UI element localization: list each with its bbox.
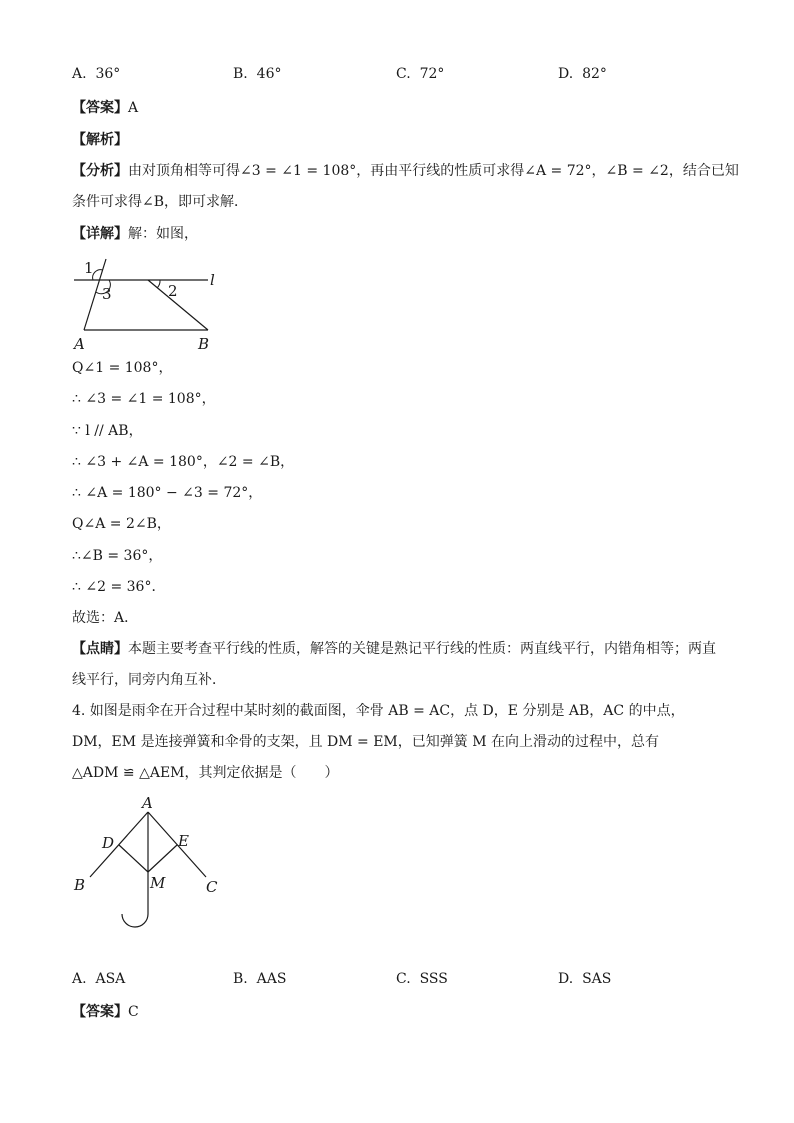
label-point-a: A — [142, 794, 153, 812]
label-point-b: B — [74, 876, 86, 894]
choice-text: 82° — [582, 66, 607, 82]
q4-choices — [72, 971, 732, 991]
q3-analysis-line2: 条件可求得∠B，即可求解． — [72, 194, 249, 210]
choice-letter: C. — [396, 971, 411, 987]
label-point-d: D — [102, 834, 115, 852]
q3-step-2: ∴ ∠3 = ∠1 = 108°， — [72, 391, 216, 407]
q3-choice-d[interactable] — [558, 66, 607, 82]
detail-tag: 【详解】 — [72, 226, 128, 242]
answer-value: A — [128, 100, 139, 116]
rib-ac — [148, 812, 206, 877]
q4-stem-line1: 4. 如图是雨伞在开合过程中某时刻的截面图，伞骨 AB = AC，点 D，E 分别是 AB，AC 的中点， — [72, 703, 685, 719]
label-angle-2: 2 — [168, 282, 178, 300]
q3-step-3: ∵ l // AB， — [72, 423, 143, 439]
q3-comment-line2: 线平行，同旁内角互补． — [72, 672, 226, 688]
q4-umbrella-figure — [70, 792, 230, 932]
q3-choice-b[interactable] — [233, 66, 281, 82]
q4-answer — [72, 1002, 139, 1022]
q3-step-6: Q∠A = 2∠B， — [72, 516, 171, 532]
q3-jiexi — [72, 130, 128, 150]
q3-choice-a[interactable] — [72, 66, 120, 82]
q3-choice-c[interactable] — [396, 66, 444, 82]
q3-figure — [70, 254, 230, 354]
analysis-tag: 【分析】 — [72, 163, 128, 179]
q3-step-5: ∴ ∠A = 180° − ∠3 = 72°， — [72, 485, 263, 501]
comment-tag: 【点睛】 — [72, 641, 128, 657]
detail-intro: 解：如图， — [128, 226, 198, 242]
q4-choice-d[interactable] — [558, 971, 611, 987]
answer-value: C — [128, 1004, 139, 1020]
q4-choice-c[interactable] — [396, 971, 448, 987]
analysis-text: 由对顶角相等可得∠3 = ∠1 = 108°，再由平行线的性质可求得∠A = 72°，∠B = ∠2，结合已知 — [128, 163, 739, 179]
choice-text: ASA — [95, 971, 126, 987]
choice-text: SAS — [582, 971, 612, 987]
q3-detail — [72, 224, 198, 244]
choice-text: 46° — [256, 66, 282, 82]
q3-step-7: ∴∠B = 36°， — [72, 548, 163, 564]
strut-dm — [119, 845, 148, 872]
label-line-l: l — [210, 271, 215, 289]
label-angle-1: 1 — [84, 259, 94, 277]
choice-letter: A. — [72, 66, 87, 82]
q4-choice-a[interactable] — [72, 971, 125, 987]
choice-letter: C. — [396, 66, 411, 82]
label-point-a: A — [74, 335, 85, 353]
choice-letter: D. — [558, 971, 574, 987]
q3-conclusion: 故选：A． — [72, 610, 139, 626]
choice-text: AAS — [256, 971, 287, 987]
q4-choice-b[interactable] — [233, 971, 286, 987]
strut-em — [148, 845, 177, 872]
answer-tag: 【答案】 — [72, 100, 128, 116]
answer-tag: 【答案】 — [72, 1004, 128, 1020]
q3-choices — [72, 66, 732, 86]
comment-text: 本题主要考查平行线的性质，解答的关键是熟记平行线的性质：两直线平行，内错角相等；两直 — [128, 641, 716, 657]
q3-answer — [72, 98, 138, 118]
jiexi-tag: 【解析】 — [72, 132, 128, 148]
label-point-m: M — [150, 874, 166, 892]
choice-letter: D. — [558, 66, 574, 82]
label-point-b: B — [198, 335, 210, 353]
q4-stem-line3: △ADM ≌ △AEM，其判定依据是（ ） — [72, 765, 339, 781]
label-point-c: C — [206, 878, 218, 896]
choice-text: SSS — [419, 971, 448, 987]
q3-comment-line1 — [72, 639, 716, 659]
label-point-e: E — [178, 832, 189, 850]
label-angle-3: 3 — [102, 285, 112, 303]
choice-text: 36° — [95, 66, 121, 82]
choice-text: 72° — [419, 66, 445, 82]
rib-ab — [90, 812, 148, 877]
choice-letter: A. — [72, 971, 87, 987]
angle-arc-2 — [157, 280, 160, 288]
q3-step-4: ∴ ∠3 + ∠A = 180°，∠2 = ∠B， — [72, 454, 295, 470]
q3-step-1: Q∠1 = 108°， — [72, 360, 173, 376]
q4-stem-line2: DM，EM 是连接弹簧和伞骨的支架，且 DM = EM，已知弹簧 M 在向上滑动的过程中，总有 — [72, 734, 659, 750]
handle-hook — [122, 914, 148, 927]
q3-step-8: ∴ ∠2 = 36°． — [72, 579, 166, 595]
choice-letter: B. — [233, 66, 248, 82]
choice-letter: B. — [233, 971, 248, 987]
q3-analysis-line1 — [72, 161, 739, 181]
